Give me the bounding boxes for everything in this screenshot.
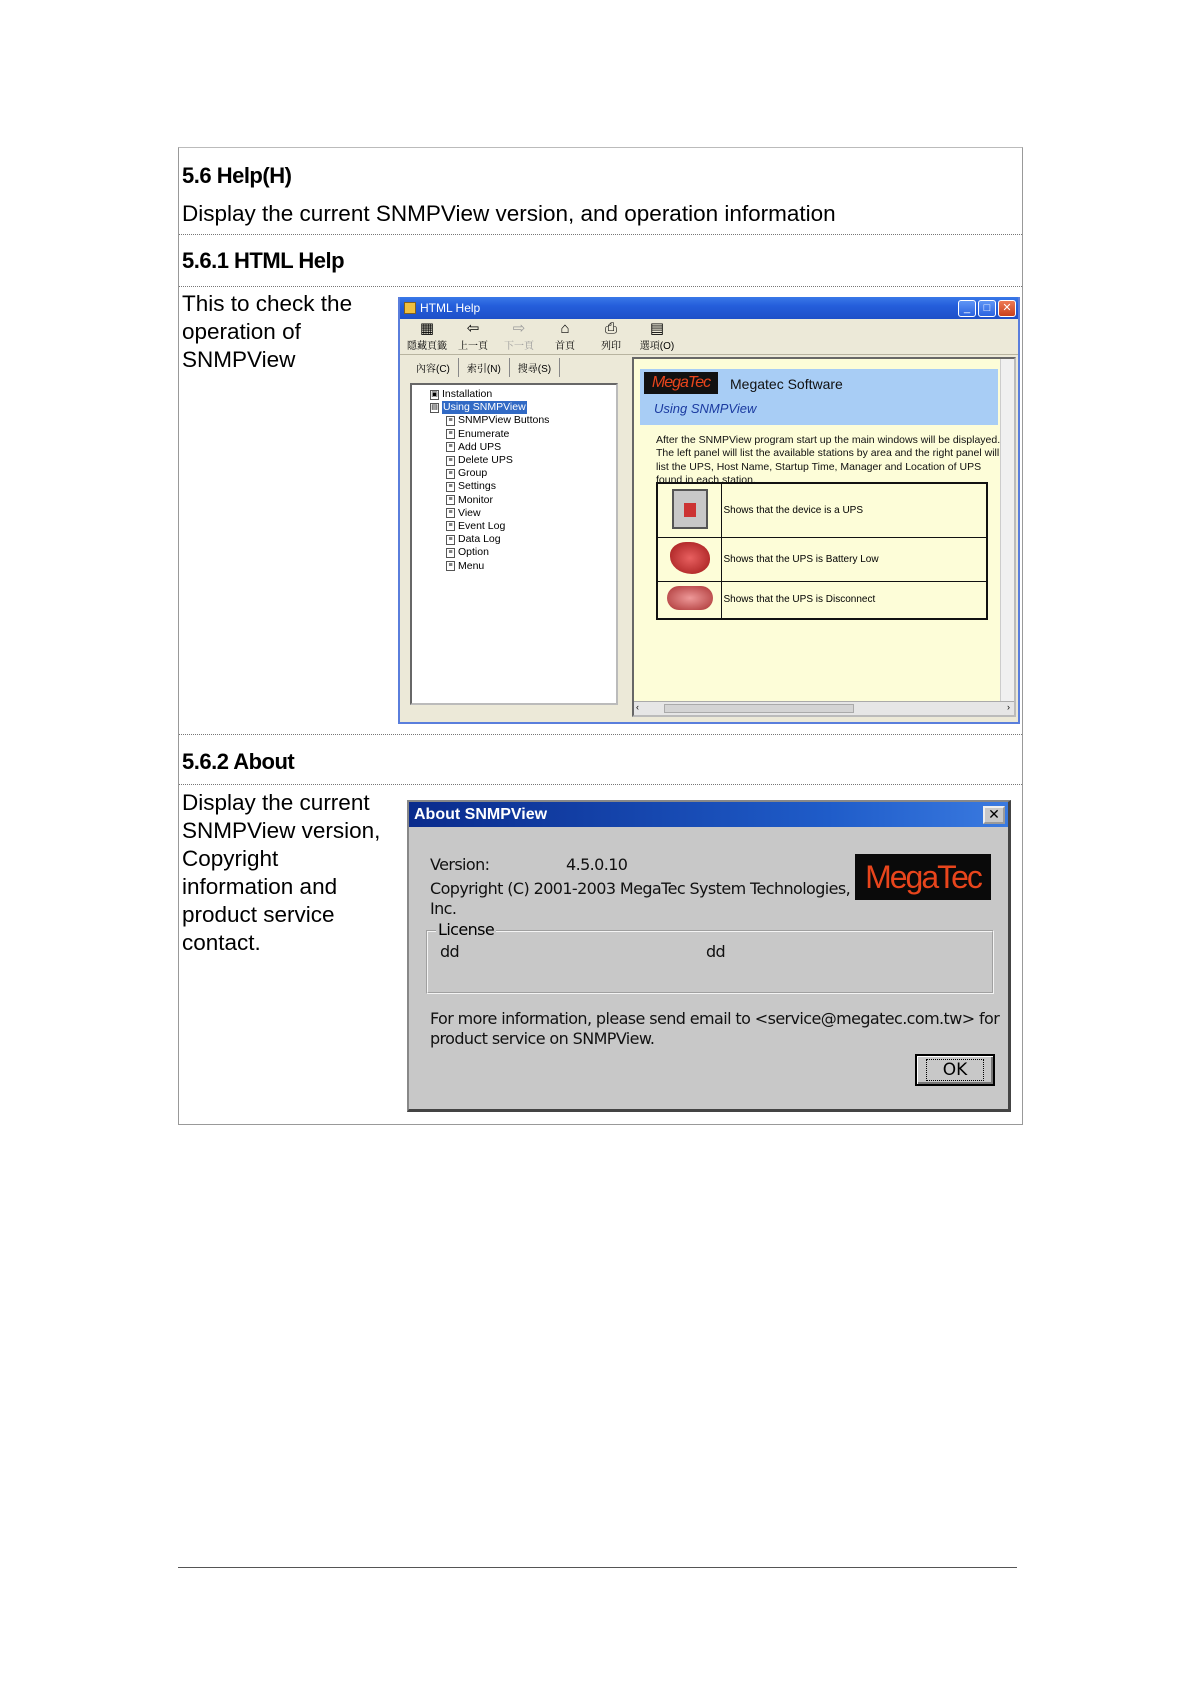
tree-item-label: Menu <box>458 559 485 572</box>
about-titlebar[interactable] <box>409 802 1008 827</box>
tree-item[interactable] <box>416 546 616 559</box>
back-icon: ⇦ <box>466 320 480 337</box>
book-icon: ▤ <box>431 403 438 411</box>
icon-legend-table <box>656 482 988 620</box>
page-icon: ≡ <box>446 548 455 558</box>
about-heading-row <box>179 734 1022 784</box>
topic-header <box>640 369 998 425</box>
options-icon: ▤ <box>649 320 665 337</box>
close-button[interactable]: ✕ <box>998 300 1016 317</box>
version-label: Version: <box>430 855 490 874</box>
table-row <box>657 581 987 619</box>
book-icon: ▣ <box>431 390 438 398</box>
license-group <box>426 920 994 994</box>
minimize-button[interactable]: _ <box>958 300 976 317</box>
topic-pane <box>632 357 1016 717</box>
tree-item-label: Using SNMPView <box>443 401 526 414</box>
contents-tree[interactable] <box>410 383 618 705</box>
tree-item-label: Settings <box>458 480 496 493</box>
page-icon: ≡ <box>446 469 455 479</box>
tree-item[interactable] <box>416 494 616 507</box>
forward-icon: ⇨ <box>512 320 526 337</box>
navigation-pane <box>402 357 628 715</box>
navigation-tabs <box>402 357 628 377</box>
page-icon: ≡ <box>446 495 455 505</box>
copyright-text-continued: Inc. <box>430 899 457 918</box>
contact-info-continued: product service on SNMPView. <box>430 1029 655 1048</box>
page-icon: ≡ <box>446 561 455 571</box>
toolbar-button[interactable] <box>404 319 450 354</box>
help-section-description: Display the current SNMPView version, and operation information <box>182 201 836 226</box>
table-row <box>657 483 987 537</box>
html-help-section-title: 5.6.1 HTML Help <box>182 248 345 273</box>
tree-item[interactable] <box>416 533 616 546</box>
ups-icon <box>672 489 708 529</box>
topic-description: After the SNMPView program start up the main windows will be displayed. The left panel will list the available stations by area and the right panel will list the UPS, Host Name, Startup Time, Manager and Location of UPS found in each station. <box>656 434 1001 487</box>
scroll-right-icon[interactable]: › <box>1007 702 1010 712</box>
tree-item[interactable] <box>416 454 616 467</box>
ok-label: OK <box>926 1059 985 1081</box>
toolbar-button-label: 列印 <box>601 341 621 352</box>
megatec-logo: MegaTec <box>644 372 718 394</box>
page-icon: ≡ <box>446 535 455 545</box>
tree-item-label: Enumerate <box>458 427 510 440</box>
legend-text: Shows that the UPS is Disconnect <box>721 581 987 619</box>
nav-tab[interactable]: 搜尋(S) <box>510 358 560 377</box>
tree-item-label: Group <box>458 467 488 480</box>
toolbar-button-label: 首頁 <box>555 341 575 352</box>
legend-text: Shows that the UPS is Battery Low <box>721 537 987 581</box>
html-help-heading-row <box>179 234 1022 286</box>
contact-info: For more information, please send email to <service@megatec.com.tw> for <box>430 1009 1000 1028</box>
print-icon: ⎙ <box>604 320 617 337</box>
tree-item-label: Event Log <box>458 519 506 532</box>
home-icon: ⌂ <box>560 320 570 337</box>
tree-item-label: Data Log <box>458 533 501 546</box>
horizontal-scrollbar[interactable] <box>634 701 1014 715</box>
battery-low-icon <box>670 542 710 574</box>
html-help-description: This to check the operation of SNMPView <box>182 291 353 372</box>
scroll-left-icon[interactable]: ‹ <box>636 702 639 712</box>
help-app-icon <box>404 302 416 314</box>
vertical-scrollbar[interactable] <box>1000 359 1014 701</box>
page-icon: ≡ <box>446 508 455 518</box>
toolbar-button[interactable] <box>450 319 496 354</box>
html-help-title: HTML Help <box>420 301 481 315</box>
toolbar-button[interactable] <box>496 319 542 354</box>
tree-item[interactable] <box>416 467 616 480</box>
license-label: License <box>438 920 495 939</box>
license-value-second: dd <box>706 942 726 961</box>
copyright-text: Copyright (C) 2001-2003 MegaTec System Technologies, <box>430 879 851 898</box>
tree-item-label: View <box>458 506 481 519</box>
toolbar-button-label: 上一頁 <box>458 341 488 352</box>
topic-company: Megatec Software <box>730 376 843 392</box>
ok-button[interactable] <box>915 1054 995 1086</box>
tree-item[interactable] <box>416 559 616 572</box>
help-section-title: 5.6 Help(H) <box>182 163 292 188</box>
hide-icon: ▦ <box>419 320 435 337</box>
about-title: About SNMPView <box>414 805 548 823</box>
toolbar-button[interactable] <box>542 319 588 354</box>
toolbar-button-label: 隱藏頁籤 <box>407 341 447 352</box>
tree-item[interactable] <box>416 441 616 454</box>
table-row <box>657 537 987 581</box>
html-help-toolbar <box>400 319 1018 355</box>
close-button[interactable]: ✕ <box>983 806 1005 824</box>
megatec-logo: MegaTec <box>855 854 991 900</box>
help-section-row <box>179 148 1022 234</box>
tree-item-label: SNMPView Buttons <box>458 414 550 427</box>
tree-item[interactable] <box>416 401 616 414</box>
about-dialog <box>407 800 1011 1112</box>
html-help-window <box>398 297 1020 724</box>
toolbar-button[interactable] <box>588 319 634 354</box>
page-icon: ≡ <box>446 482 455 492</box>
tree-item[interactable] <box>416 480 616 493</box>
nav-tab[interactable]: 內容(C) <box>408 358 459 377</box>
tree-item[interactable] <box>416 414 616 427</box>
tree-item[interactable] <box>416 520 616 533</box>
page-icon: ≡ <box>446 416 455 426</box>
html-help-titlebar[interactable] <box>400 297 1018 319</box>
tree-item[interactable] <box>416 428 616 441</box>
nav-tab[interactable]: 索引(N) <box>459 358 510 377</box>
tree-item-label: Monitor <box>458 493 494 506</box>
tree-item[interactable] <box>416 388 616 401</box>
tree-item-label: Installation <box>442 388 493 401</box>
tree-item-label: Option <box>458 546 489 559</box>
tree-item-label: Delete UPS <box>458 454 513 467</box>
page-icon: ≡ <box>446 442 455 452</box>
disconnect-icon <box>667 586 713 610</box>
maximize-button[interactable]: □ <box>978 300 996 317</box>
toolbar-button-label: 選項(O) <box>639 341 675 352</box>
tree-item[interactable] <box>416 507 616 520</box>
toolbar-button[interactable] <box>634 319 680 354</box>
about-section-title: 5.6.2 About <box>182 749 295 774</box>
scroll-thumb[interactable] <box>664 704 854 713</box>
tree-item-label: Add UPS <box>458 440 502 453</box>
footer-rule <box>178 1567 1017 1568</box>
version-value: 4.5.0.10 <box>566 855 628 874</box>
legend-text: Shows that the device is a UPS <box>721 483 987 537</box>
page-icon: ≡ <box>446 429 455 439</box>
toolbar-button-label: 下一頁 <box>504 341 534 352</box>
page-icon: ≡ <box>446 456 455 466</box>
about-description: Display the current SNMPView version, Copyright information and product service contact. <box>182 790 381 955</box>
topic-subtitle: Using SNMPView <box>654 401 757 416</box>
page-icon: ≡ <box>446 521 455 531</box>
license-value: dd <box>440 942 460 961</box>
